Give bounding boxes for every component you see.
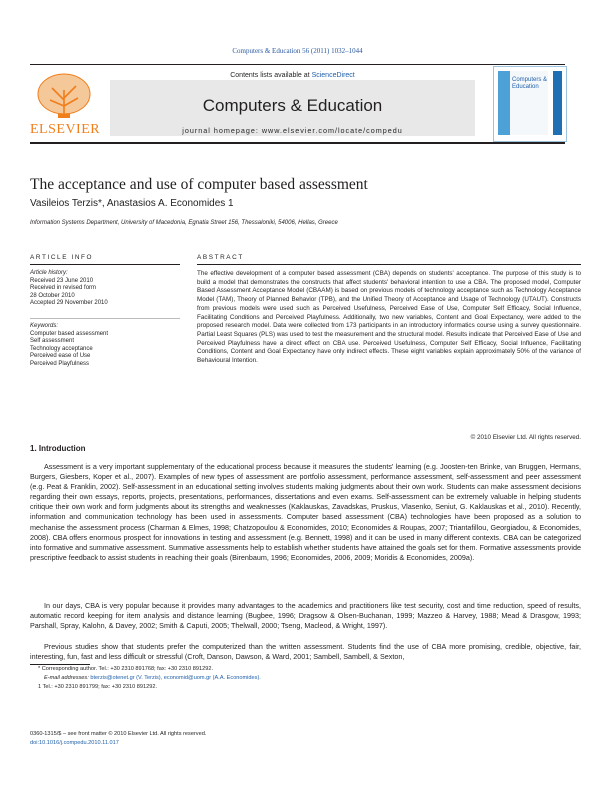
journal-homepage[interactable]: journal homepage: www.elsevier.com/locate/compedu xyxy=(182,126,403,135)
keyword: Perceived Playfulness xyxy=(30,360,90,367)
article-info-heading: ARTICLE INFO xyxy=(30,254,94,261)
keyword: Perceived ease of Use xyxy=(30,353,91,359)
keyword: Technology acceptance xyxy=(30,345,93,352)
issn-line: 0360-1315/$ – see front matter © 2010 Elsevier Ltd. All rights reserved. xyxy=(30,731,207,737)
article-history xyxy=(30,270,180,308)
footnote-corresponding-author: * Corresponding author. Tel.: +30 2310 891768; fax: +30 2310 891292. xyxy=(38,666,213,672)
keywords-block xyxy=(30,323,180,368)
history-revised-label: Received in revised form xyxy=(30,285,97,291)
contents-availability xyxy=(110,72,475,79)
cover-stripe xyxy=(553,71,562,135)
article-authors: Vasileios Terzis*, Anastasios A. Economides 1 xyxy=(30,198,234,209)
journal-cover-thumbnail xyxy=(493,66,567,142)
abstract-copyright: © 2010 Elsevier Ltd. All rights reserved. xyxy=(470,434,581,441)
author-affiliation: Information Systems Department, University of Macedonia, Egnatia Street 156, Thessaloniki, 54006, Hellas, Greece xyxy=(30,220,338,226)
intro-paragraph-3: Previous studies show that students prefer the computerized than the written assessment. Students find the use of CBA more promising, credible, objective, fair, interesting, fun, fast and less difficult or stressful (Croft, Danson, Dawson, & Ward, 2001; Sambell, Sambell, & Sexton, xyxy=(30,642,581,662)
article-title: The acceptance and use of computer based assessment xyxy=(30,176,368,193)
journal-title: Computers & Education xyxy=(202,96,383,115)
keywords-rule xyxy=(30,318,180,319)
history-revised-date: 28 October 2010 xyxy=(30,292,75,299)
contents-prefix: Contents lists available at xyxy=(230,72,312,79)
masthead-bottom-rule xyxy=(30,142,565,144)
section-heading-introduction: 1. Introduction xyxy=(30,444,86,453)
article-info-rule xyxy=(30,264,180,265)
email-links[interactable]: bterzis@otenet.gr (V. Terzis), economid@uom.gr (A.A. Economides). xyxy=(90,675,261,681)
abstract-rule xyxy=(197,264,581,265)
footnotes xyxy=(30,665,581,692)
cover-band xyxy=(498,71,510,135)
sciencedirect-link[interactable]: ScienceDirect xyxy=(311,72,355,79)
email-label: E-mail addresses: xyxy=(44,675,91,681)
abstract-heading: ABSTRACT xyxy=(197,254,244,261)
doi-link[interactable]: doi:10.1016/j.compedu.2010.11.017 xyxy=(30,740,119,746)
history-accepted: Accepted 29 November 2010 xyxy=(30,300,108,306)
cover-title: Computers & Education xyxy=(512,77,548,90)
abstract-text: The effective development of a computer based assessment (CBA) depends on students' acceptance. The purpose of this study is to build a model that demonstrates the constructs that affect students' behavioral intention to use a CBA. The proposed model, Computer Based Assessment Acceptance Model (CBAAM) is based on previous models of technology acceptance such as Technology Acceptance Model (TAM), Theory of Planned Behavior (TPB), and the Unified Theory of Acceptance and Usage of Technology (UTAUT). Constructs from previous models were used such as Perceived Usefulness, Perceived Ease of Use, Computer Self Efficacy, Social Influence, Facilitating Conditions and Perceived Playfulness. Additionally, two new variables, Content and Goal Expectancy, were added to the proposed research model. Data were collected from 173 participants in an introductory informatics course using a survey questionnaire. Partial Least Squares (PLS) was used to test the measurement and the structural model. Results indicate that Perceived Ease of Use and Perceived Playfulness have a direct effect on CBA use. Perceived Usefulness, Computer Self Efficacy, Social Influence, Facilitating Conditions, Content and Goal Expectancy have only indirect effects. These eight variables explain approximately 50% of the variance of Behavioural Intention. xyxy=(197,270,581,365)
masthead-top-rule xyxy=(30,64,565,65)
history-received: Received 23 June 2010 xyxy=(30,277,94,284)
keyword: Self assessment xyxy=(30,338,75,344)
footnote-second-author: 1 Tel.: +30 2310 891799; fax: +30 2310 891292. xyxy=(38,684,158,690)
intro-paragraph-2: In our days, CBA is very popular because it provides many advantages to the academics and practitioners like test security, cost and time reduction, speed of results, automatic record keeping for item analysis and distance learning (Bugbee, 1996; Dragsow & Olsen-Buchanan, 1999; Mazzeo & Harvey, 1988; Mead & Drasgow, 1993; Parshall, Spray, Kalohn, & Davey, 2002; Smith & Caputi, 2005; Thelwall, 2000; Tseng, Macleod, & Wright, 1997). xyxy=(30,601,581,631)
intro-paragraph-1: Assessment is a very important supplementary of the educational process because it measures the students' learning (e.g. Joosten-ten Brinke, van Bruggen, Hermans, Burgers, Giesbers, Koper et al., 2007). Examples of new types of assessment are portfolio assessment, performance assessment, self-assessment and peer assessment (e.g. Peat & Franklin, 2002). Self-assessment in an educational setting involves students making judgments about their own work. Students can make assessment decisions regarding their own essays, reports, projects, presentations, performances, dissertations and even exams. Self-assessment can be extremely valuable in helping students critique their own work and form judgments about its strengths and weaknesses (Kaklauskas, Zavadskas, Pruskus, Vlasenko, Seniut, G. Kaklauskas et al., 2010). Recently, information and communication technology has been used in assessments. Computer based assessment (CBA) technologies have been proposed as a solution to mechanise the assessment process (Charman & Elmes, 1998; Chatzopoulou & Economides, 2010; Economides & Roupas, 2007; Triantafillou, Georgiadou, & Economides, 2008). CBA offers enormous prospect for innovations in testing and assessment (e.g. Bennett, 1998) and it can be used in many different contexts. CBA can be categorized into formative and summative assessment. Summative assessments help to establish whether students have attained the goals set for them. Formative assessments provide prescriptive feedback to assist students in reaching their goals (Birenbaum, 1996; Economides, 2006, 2009; Moridis & Economides, 2009a). xyxy=(30,462,581,562)
journal-citation[interactable]: Computers & Education 56 (2011) 1032–1044 xyxy=(232,47,363,55)
bottom-info xyxy=(30,730,206,748)
keyword: Computer based assessment xyxy=(30,330,109,337)
history-heading: Article history: xyxy=(30,270,68,276)
publisher-name: ELSEVIER xyxy=(30,122,101,137)
keywords-heading: Keywords: xyxy=(30,323,59,329)
cover-page xyxy=(498,71,548,135)
footnote-email xyxy=(30,674,581,683)
